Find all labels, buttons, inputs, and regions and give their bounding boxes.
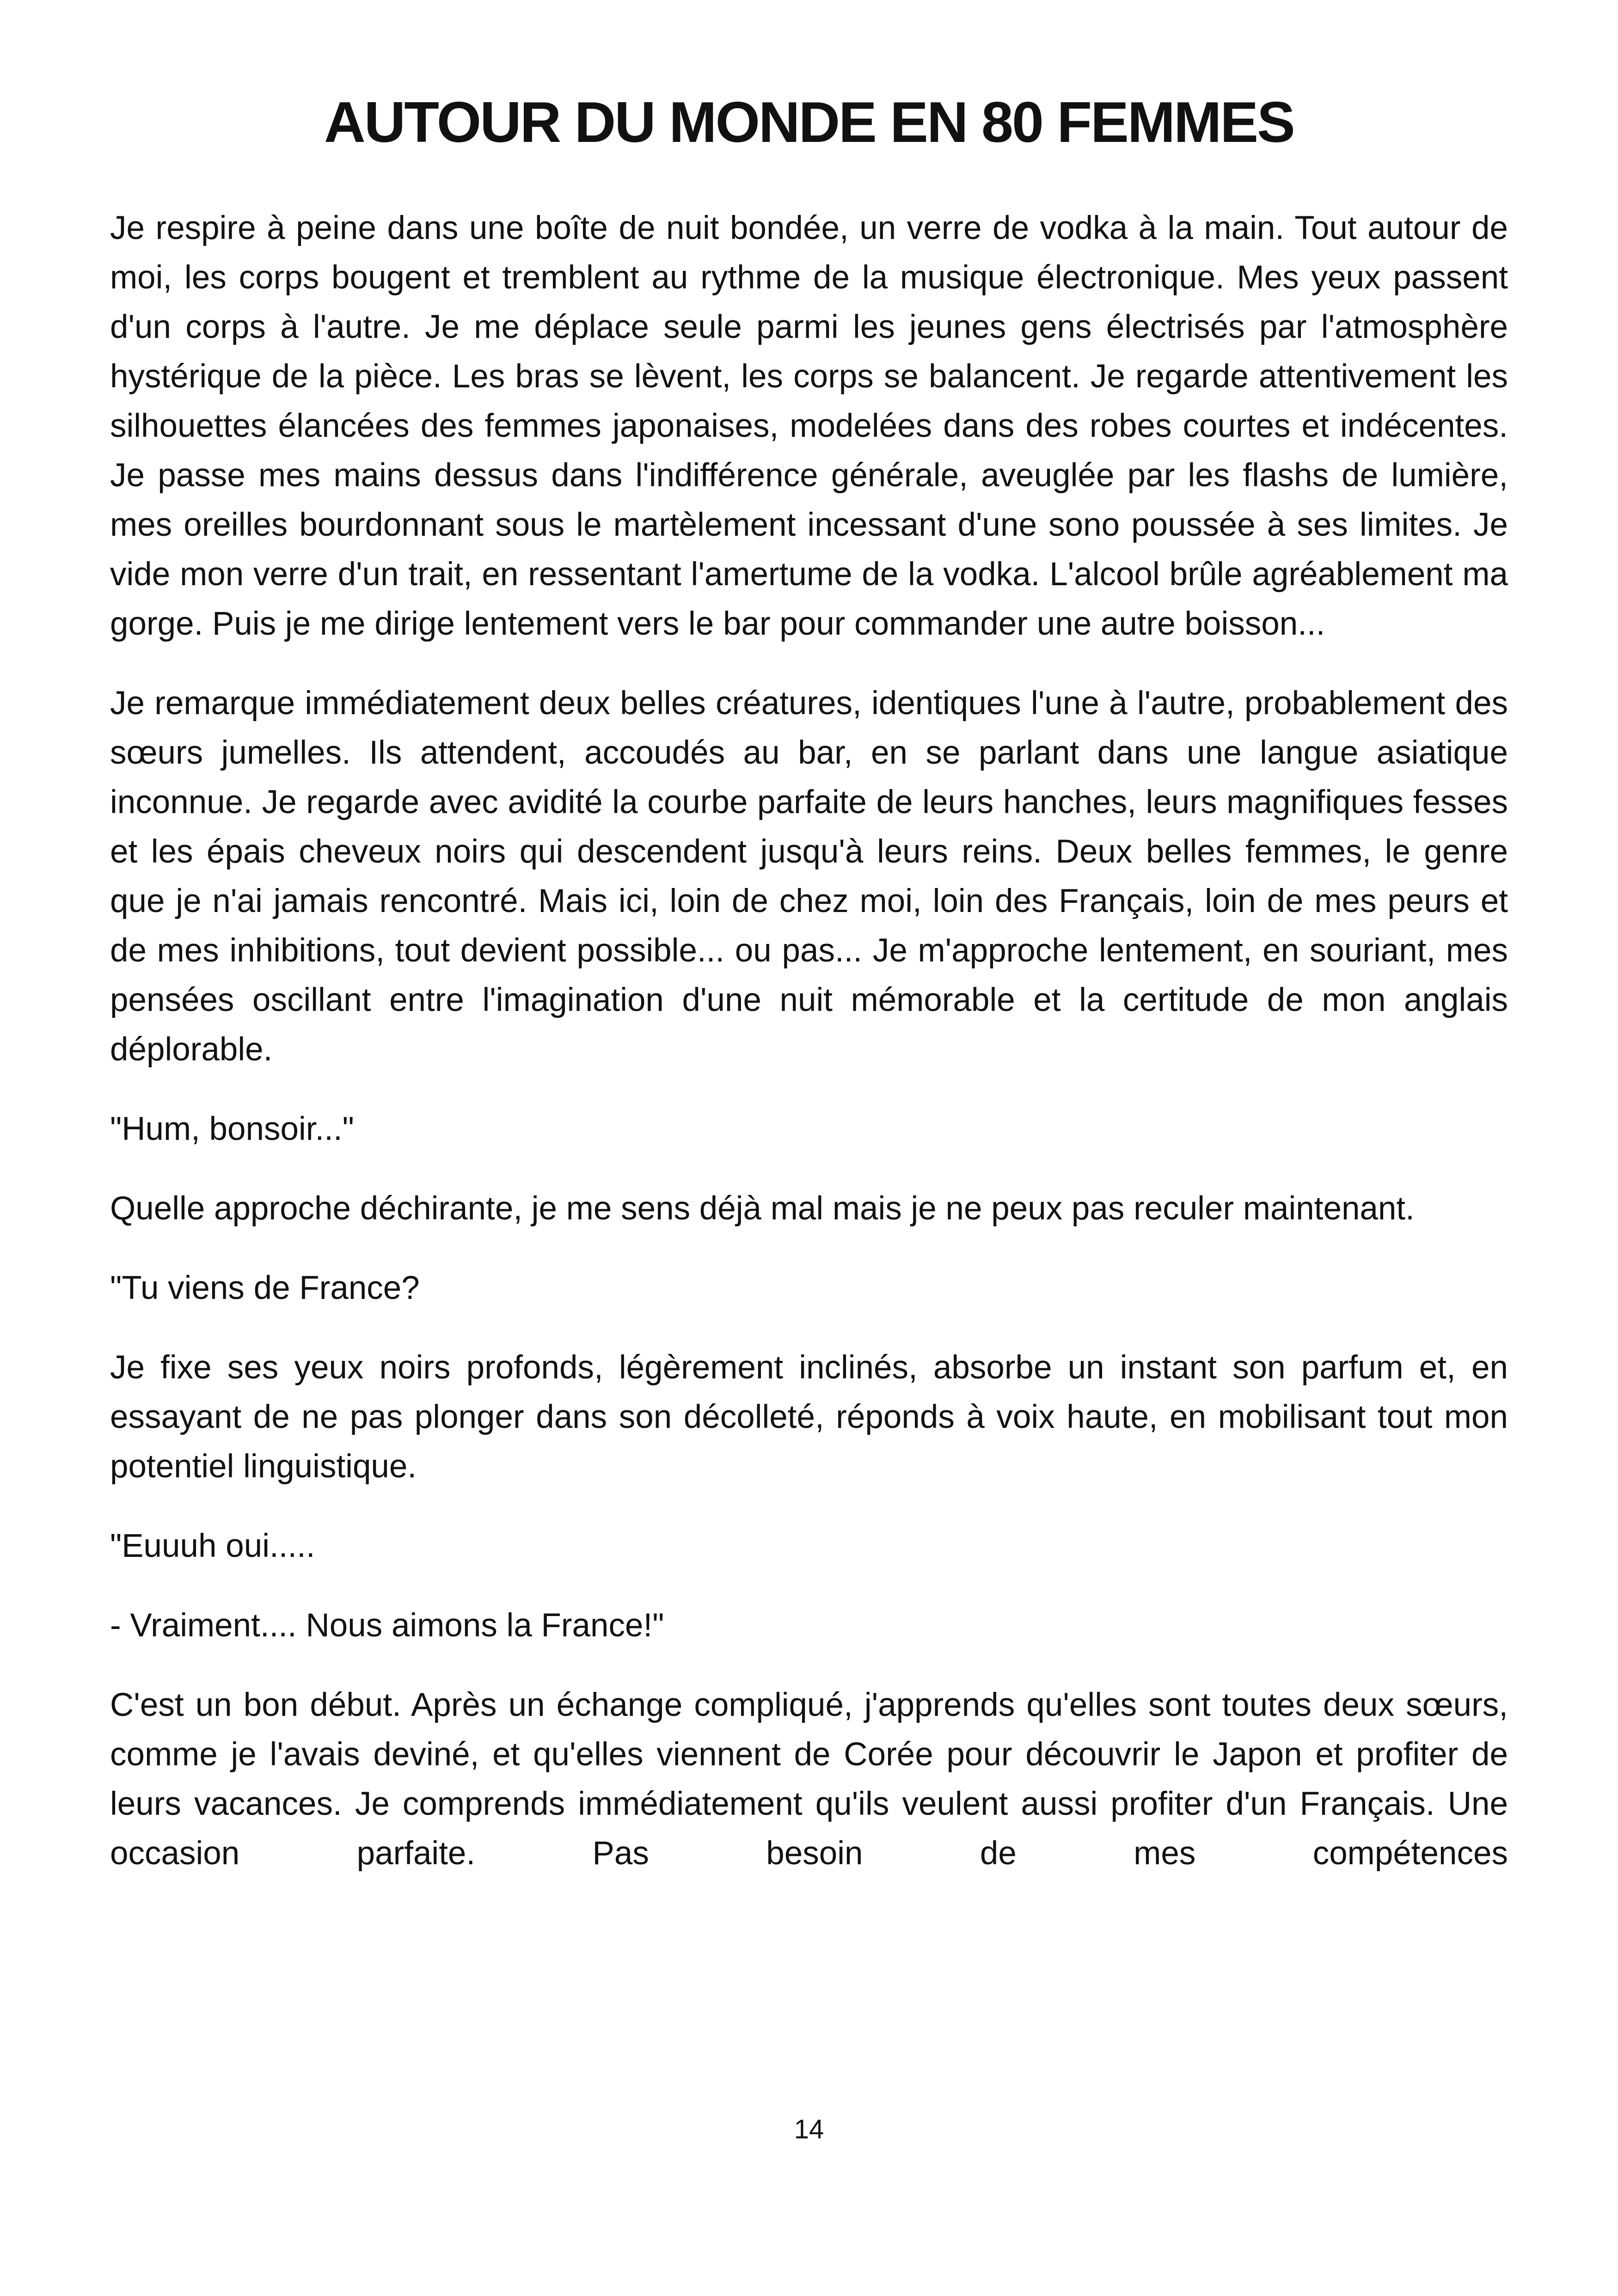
paragraph: Je fixe ses yeux noirs profonds, légèrement inclinés, absorbe un instant son parfum et, en essayant de ne pas plonger dans son décolleté, réponds à voix haute, en mobilisant tout mon potentiel linguistique.: [110, 1349, 1508, 1485]
paragraph: Je respire à peine dans une boîte de nuit bondée, un verre de vodka à la main. Tout autour de moi, les corps bougent et tremblent au rythme de la musique électronique. Mes yeux passent d'un corps à l'autre. Je me déplace seule parmi les jeunes gens électrisés par l'atmosphère hystérique de la pièce. Les bras se lèvent, les corps se balancent. Je regarde attentivement les silhouettes élancées des femmes japonaises, modelées dans des robes courtes et indécentes. Je passe mes mains dessus dans l'indifférence générale, aveuglée par les flashs de lumière, mes oreilles bourdonnant sous le martèlement incessant d'une sono poussée à ses limites. Je vide mon verre d'un trait, en ressentant l'amertume de la vodka. L'alcool brûle agréablement ma gorge. Puis je me dirige lentement vers le bar pour commander une autre boisson...: [110, 210, 1508, 642]
paragraph: Je remarque immédiatement deux belles créatures, identiques l'une à l'autre, probablement des sœurs jumelles. Ils attendent, accoudés au bar, en se parlant dans une langue asiatique inconnue. Je regarde avec avidité la courbe parfaite de leurs hanches, leurs magnifiques fesses et les épais cheveux noirs qui descendent jusqu'à leurs reins. Deux belles femmes, le genre que je n'ai jamais rencontré. Mais ici, loin de chez moi, loin des Français, loin de mes peurs et de mes inhibitions, tout devient possible... ou pas... Je m'approche lentement, en souriant, mes pensées oscillant entre l'imagination d'une nuit mémorable et la certitude de mon anglais déplorable.: [110, 685, 1508, 1068]
body-text: [110, 203, 1508, 1878]
page-number: 14: [794, 2114, 824, 2144]
paragraph: "Tu viens de France?: [110, 1270, 420, 1306]
paragraph: Quelle approche déchirante, je me sens déjà mal mais je ne peux pas reculer maintenant.: [110, 1190, 1415, 1227]
paragraph: "Euuuh oui.....: [110, 1528, 315, 1564]
paragraph: "Hum, bonsoir...": [110, 1111, 354, 1147]
paragraph: - Vraiment.... Nous aimons la France!": [110, 1607, 664, 1644]
page-title: AUTOUR DU MONDE EN 80 FEMMES: [324, 91, 1294, 154]
paragraph: C'est un bon début. Après un échange compliqué, j'apprends qu'elles sont toutes deux sœurs, comme je l'avais deviné, et qu'elles viennent de Corée pour découvrir le Japon et profiter de leurs vacances. Je comprends immédiatement qu'ils veulent aussi profiter d'un Français. Une occasion parfaite. Pas besoin de mes compétences: [110, 1687, 1508, 1872]
